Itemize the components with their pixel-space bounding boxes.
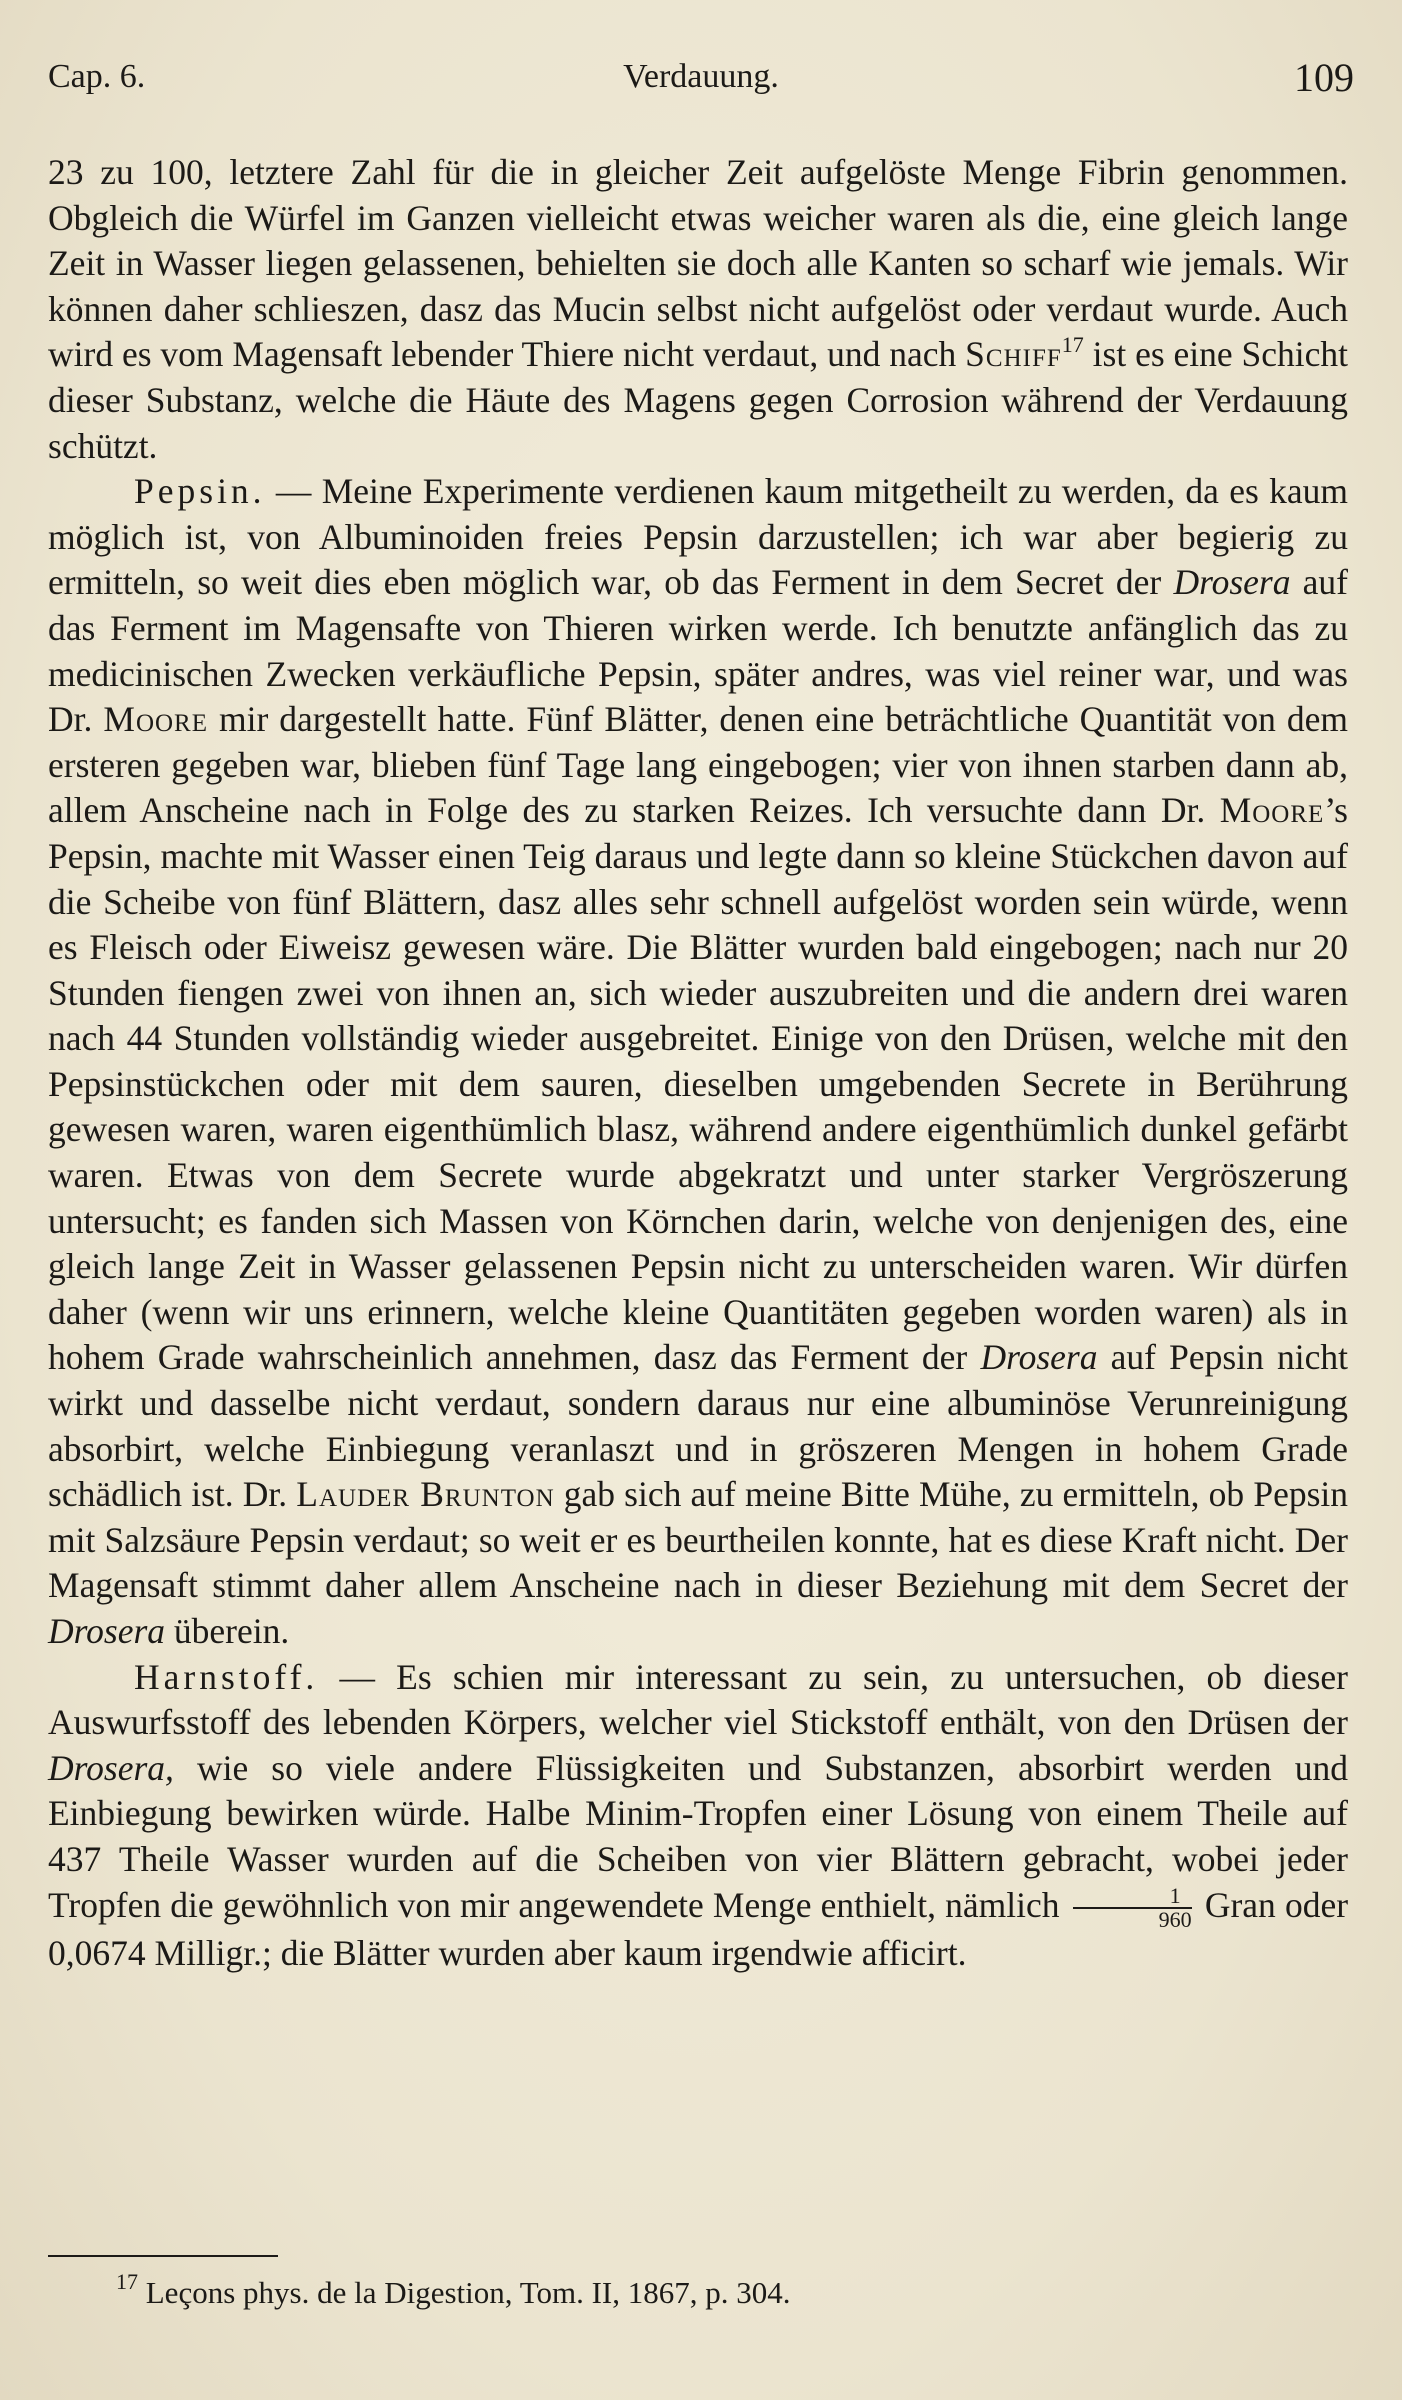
author-name: Moore <box>1219 790 1325 831</box>
section-heading-pepsin: Pepsin. <box>134 471 266 512</box>
paragraph-harnstoff <box>48 1655 1348 1977</box>
text-run: auf Pepsin nicht wirkt und dasselbe nicht verdaut, sondern daraus nur eine albuminöse Verunreinigung absorbirt, welche Einbiegung veranlaszt und in gröszeren Mengen in hohem Grade schädlich ist. Dr. <box>48 1337 1349 1515</box>
page-number: 109 <box>1294 55 1354 100</box>
text-run: 23 zu 100, letztere Zahl für die in gleicher Zeit aufgelöste Menge Fibrin genommen. Obgleich die Würfel im Ganzen vielleicht etwas weicher waren als die, eine gleich lange Zeit in Wasser liegen gelassenen, behielten sie doch alle Kanten so scharf wie jemals. Wir können daher schlieszen, dasz das Mucin selbst nicht aufgelöst oder verdaut wurde. Auch wird es vom Magensaft lebender Thiere nicht verdaut, und nach <box>48 152 1348 375</box>
text-run: überein. <box>173 1611 290 1651</box>
chapter-label: Cap. 6. <box>48 58 146 95</box>
footnote-ref: 17 <box>1061 332 1084 358</box>
running-header <box>48 55 1354 108</box>
fraction-numerator: 1 <box>1073 1885 1192 1909</box>
species-name: Drosera <box>48 1611 166 1651</box>
running-title: Verdauung. <box>623 58 779 95</box>
species-name: Drosera <box>1173 562 1291 603</box>
fraction <box>1073 1882 1192 1932</box>
paragraph-pepsin <box>48 469 1348 1654</box>
text-run: wie so viele andere Flüssigkeiten und Substanzen, absorbirt werden und Einbiegung bewirken würde. Halbe Minim-Tropfen einer Lösung von einem Theile auf 437 Theile Wasser wurden auf die Scheiben von vier Blättern gebracht, wobei jeder Tropfen die gewöhnlich von mir angewendete Menge enthielt, nämlich <box>48 1747 1348 1925</box>
text-run: — Es schien mir interessant zu sein, zu untersuchen, ob dieser Auswurfsstoff des lebenden Körpers, welcher viel Stickstoff enthält, von den Drüsen der <box>48 1656 1349 1743</box>
footnote-rule <box>48 2255 278 2257</box>
body-text <box>48 150 1348 1976</box>
paragraph-mucin <box>48 150 1348 469</box>
text-run: mir dargestellt hatte. Fünf Blätter, denen eine beträchtliche Quantität von dem ersteren gegeben war, blieben fünf Tage lang eingebogen; vier von ihnen starben dann ab, allem Anscheine nach in Folge des zu starken Reizes. Ich versuchte dann Dr. <box>48 699 1349 831</box>
footnote <box>116 2269 791 2311</box>
footnote-number: 17 <box>116 2269 138 2294</box>
species-name: Drosera <box>980 1337 1098 1378</box>
text-run: gab sich auf meine Bitte Mühe, zu ermitteln, ob Pepsin mit Salzsäure Pepsin verdaut; so weit er es beurtheilen konnte, hat es diese Kraft nicht. Der Magensaft stimmt daher allem Anscheine nach in dieser Beziehung mit dem Secret der <box>48 1474 1349 1606</box>
author-name: Moore <box>103 699 208 740</box>
species-name: Drosera, <box>48 1747 174 1788</box>
text-run: ist es eine Schicht dieser Substanz, welche die Häute des Magens gegen Corrosion während der Verdauung schützt. <box>48 334 1349 466</box>
fraction-denominator: 960 <box>1158 1906 1192 1932</box>
author-name: Schiff <box>965 334 1062 375</box>
section-heading-harnstoff: Harnstoff. <box>134 1656 319 1697</box>
author-name: Lauder Brunton <box>296 1474 555 1515</box>
footnote-text: Leçons phys. de la Digestion, Tom. II, 1867, p. 304. <box>145 2275 791 2310</box>
text-run: auf das Ferment im Magensafte von Thieren wirken werde. Ich benutzte anfänglich das zu medicinischen Zwecken verkäufliche Pepsin, später andres, was viel reiner war, und was Dr. <box>48 562 1348 740</box>
text-run: — Meine Experimente verdienen kaum mitgetheilt zu werden, da es kaum möglich ist, von Albuminoiden freies Pepsin darzustellen; ich war aber begierig zu ermitteln, so weit dies eben möglich war, ob das Ferment in dem Secret der <box>48 471 1348 603</box>
text-run: ’s Pepsin, machte mit Wasser einen Teig daraus und legte dann so kleine Stückchen davon auf die Scheibe von fünf Blättern, dasz alles sehr schnell aufgelöst worden sein würde, wenn es Fleisch oder Eiweisz gewesen wäre. Die Blätter wurden bald eingebogen; nach nur 20 Stunden fiengen zwei von ihnen an, sich wieder auszubreiten und die andern drei waren nach 44 Stunden vollständig wieder ausgebreitet. Einige von den Drüsen, welche mit den Pepsinstückchen oder mit dem sauren, dieselben umgebenden Secrete in Berührung gewesen waren, waren eigenthümlich blasz, während andere eigenthümlich dunkel gefärbt waren. Etwas von dem Secrete wurde abgekratzt und unter starker Vergröszerung untersucht; es fanden sich Massen von Körnchen darin, welche von denjenigen des, eine gleich lange Zeit in Wasser gelassenen Pepsin nicht zu unterscheiden waren. Wir dürfen daher (wenn wir uns erinnern, welche kleine Quantitäten gegeben worden waren) als in hohem Grade wahrscheinlich annehmen, dasz das Ferment der <box>48 790 1348 1378</box>
text-run: Gran oder 0,0674 Milligr.; die Blätter wurden aber kaum irgendwie afficirt. <box>48 1884 1349 1973</box>
